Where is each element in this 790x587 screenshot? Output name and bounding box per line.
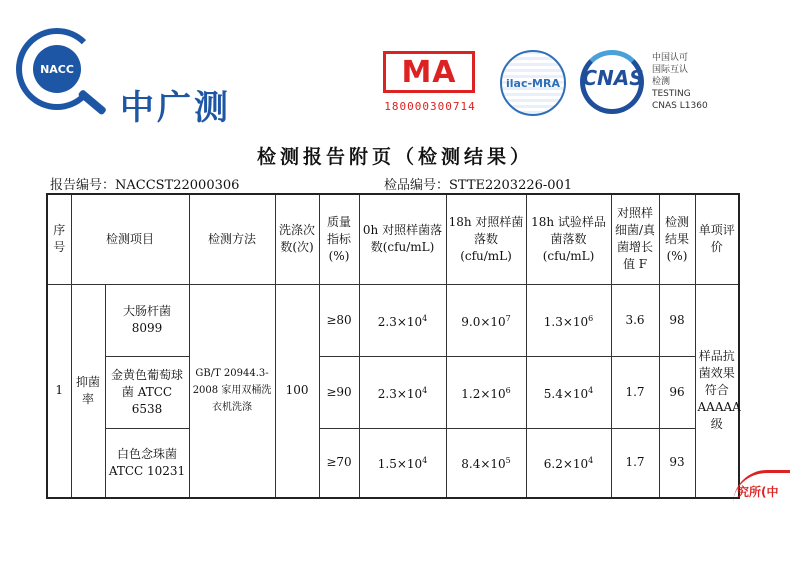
table-row — [47, 356, 739, 428]
table-header-row — [47, 194, 739, 284]
t18h-cell — [526, 428, 611, 498]
t18h-mantissa: 1.3×10 — [543, 314, 589, 329]
c18h-exponent: 6 — [505, 385, 511, 395]
c0h-mantissa: 1.5×10 — [377, 457, 423, 472]
result-cell: 98 — [659, 284, 695, 356]
result-cell: 93 — [659, 428, 695, 498]
cnas-line: TESTING — [652, 89, 691, 99]
report-number-value: NACCST22000306 — [115, 178, 240, 193]
method-cell: GB/T 20944.3-2008 家用双桶洗衣机洗涤 — [189, 284, 275, 498]
header-0h-control: 0h 对照样菌落数(cfu/mL) — [359, 194, 446, 284]
t18h-exponent: 4 — [588, 385, 594, 395]
sample-number-label: 检品编号： — [384, 178, 450, 193]
c18h-cell — [446, 356, 526, 428]
c18h-mantissa: 1.2×10 — [461, 386, 506, 401]
quality-cell: ≥70 — [319, 428, 359, 498]
c0h-cell — [359, 428, 446, 498]
t18h-exponent: 6 — [588, 313, 594, 323]
c18h-mantissa: 8.4×10 — [461, 457, 506, 472]
header-item: 检测项目 — [71, 194, 189, 284]
organism-cell: 金黄色葡萄球菌 ATCC 6538 — [105, 356, 189, 428]
t18h-cell — [526, 284, 611, 356]
c18h-cell — [446, 428, 526, 498]
nacc-logo-tail — [77, 89, 107, 116]
item-group-cell: 抑菌率 — [71, 284, 105, 498]
organism-cell: 大肠杆菌 8099 — [105, 284, 189, 356]
growth-cell: 3.6 — [611, 284, 659, 356]
c0h-exponent: 4 — [422, 456, 428, 466]
t18h-exponent: 4 — [588, 456, 594, 466]
growth-cell: 1.7 — [611, 428, 659, 498]
organism-cell: 白色念珠菌 ATCC 10231 — [105, 428, 189, 498]
c0h-cell — [359, 284, 446, 356]
c18h-exponent: 5 — [505, 456, 511, 466]
ilac-mra-logo: ilac-MRA — [500, 50, 566, 116]
nacc-logo: NACC — [33, 45, 81, 93]
header-washes: 洗涤次数(次) — [275, 194, 319, 284]
c0h-cell — [359, 356, 446, 428]
cnas-line: 检测 — [652, 77, 671, 87]
cma-logo: MA — [383, 51, 475, 93]
report-number-label: 报告编号： — [50, 178, 116, 193]
c0h-mantissa: 2.3×10 — [377, 314, 423, 329]
eval-cell: 样品抗菌效果符合 AAAAA 级 — [695, 284, 739, 498]
cnas-logo: CNAS — [582, 66, 644, 90]
header-18h-control: 18h 对照样菌落数(cfu/mL) — [446, 194, 526, 284]
header-eval: 单项评价 — [695, 194, 739, 284]
header-seq: 序号 — [47, 194, 71, 284]
c18h-mantissa: 9.0×10 — [461, 314, 506, 329]
official-stamp: 究所(中 — [733, 470, 790, 504]
table-row — [47, 428, 739, 498]
header-result: 检测结果(%) — [659, 194, 695, 284]
seq-cell: 1 — [47, 284, 71, 498]
table-row — [47, 284, 739, 356]
quality-cell: ≥90 — [319, 356, 359, 428]
c0h-exponent: 4 — [422, 385, 428, 395]
cma-number: 180000300714 — [384, 100, 476, 113]
cnas-line: 中国认可 — [652, 53, 689, 63]
t18h-cell — [526, 356, 611, 428]
result-cell: 96 — [659, 356, 695, 428]
header-growth: 对照样细菌/真菌增长值 F — [611, 194, 659, 284]
quality-cell: ≥80 — [319, 284, 359, 356]
t18h-mantissa: 5.4×10 — [543, 386, 589, 401]
page-title: 检测报告附页（检测结果） — [256, 146, 533, 168]
cnas-line: CNAS L1360 — [652, 101, 708, 111]
report-number — [50, 174, 239, 193]
c0h-exponent: 4 — [422, 313, 428, 323]
c0h-mantissa: 2.3×10 — [377, 386, 423, 401]
results-table — [46, 193, 740, 499]
cnas-line: 国际互认 — [652, 65, 689, 75]
c18h-exponent: 7 — [505, 313, 511, 323]
cnas-info — [652, 52, 708, 112]
c18h-cell — [446, 284, 526, 356]
sample-number-value: STTE2203226-001 — [449, 178, 573, 193]
t18h-mantissa: 6.2×10 — [543, 457, 589, 472]
washes-cell: 100 — [275, 284, 319, 498]
brand-name: 中广测 — [120, 88, 231, 128]
header-method: 检测方法 — [189, 194, 275, 284]
growth-cell: 1.7 — [611, 356, 659, 428]
header-quality: 质量指标(%) — [319, 194, 359, 284]
header-18h-test: 18h 试验样品菌落数(cfu/mL) — [526, 194, 611, 284]
sample-number — [384, 174, 572, 193]
